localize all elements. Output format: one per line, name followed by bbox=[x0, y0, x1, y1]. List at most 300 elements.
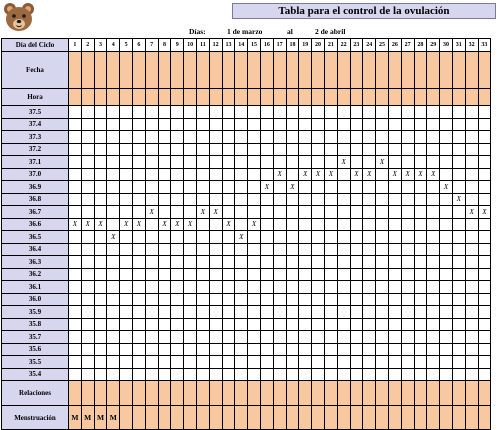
temperature-cell[interactable] bbox=[273, 181, 286, 194]
relaciones-cell[interactable] bbox=[350, 381, 363, 406]
temperature-cell[interactable] bbox=[324, 218, 337, 231]
temperature-cell[interactable] bbox=[145, 281, 158, 294]
temperature-cell[interactable] bbox=[184, 181, 197, 194]
temperature-cell[interactable] bbox=[69, 356, 82, 369]
temperature-cell[interactable] bbox=[196, 231, 209, 244]
temperature-cell[interactable] bbox=[440, 281, 453, 294]
temperature-cell[interactable] bbox=[222, 331, 235, 344]
temperature-cell[interactable] bbox=[184, 193, 197, 206]
temperature-cell[interactable] bbox=[222, 168, 235, 181]
temperature-cell[interactable] bbox=[235, 293, 248, 306]
temperature-cell[interactable] bbox=[107, 206, 120, 219]
menstruacion-cell[interactable] bbox=[145, 406, 158, 430]
temperature-cell[interactable] bbox=[286, 143, 299, 156]
temperature-cell[interactable] bbox=[465, 256, 478, 269]
temperature-cell[interactable] bbox=[132, 231, 145, 244]
temperature-cell[interactable] bbox=[363, 318, 376, 331]
relaciones-cell[interactable] bbox=[132, 381, 145, 406]
temperature-cell[interactable] bbox=[69, 293, 82, 306]
temperature-cell[interactable] bbox=[235, 181, 248, 194]
temperature-cell[interactable] bbox=[324, 331, 337, 344]
menstruacion-cell[interactable] bbox=[324, 406, 337, 430]
temperature-cell[interactable] bbox=[158, 156, 171, 169]
hora-cell[interactable] bbox=[235, 89, 248, 106]
temperature-cell[interactable] bbox=[171, 206, 184, 219]
temperature-cell[interactable] bbox=[145, 168, 158, 181]
temperature-cell[interactable] bbox=[363, 243, 376, 256]
temperature-cell[interactable] bbox=[286, 268, 299, 281]
temperature-cell[interactable] bbox=[273, 143, 286, 156]
temperature-cell[interactable] bbox=[427, 293, 440, 306]
temperature-cell[interactable] bbox=[145, 243, 158, 256]
temperature-cell[interactable] bbox=[273, 231, 286, 244]
temperature-cell[interactable] bbox=[376, 131, 389, 144]
temperature-cell[interactable] bbox=[273, 243, 286, 256]
temperature-cell[interactable] bbox=[427, 181, 440, 194]
relaciones-cell[interactable] bbox=[363, 381, 376, 406]
menstruacion-cell[interactable] bbox=[248, 406, 261, 430]
temperature-cell[interactable] bbox=[120, 256, 133, 269]
temperature-cell[interactable] bbox=[376, 256, 389, 269]
temperature-cell[interactable] bbox=[81, 318, 94, 331]
temperature-cell[interactable] bbox=[273, 118, 286, 131]
temperature-cell[interactable] bbox=[401, 368, 414, 381]
temperature-cell[interactable] bbox=[120, 193, 133, 206]
temperature-cell[interactable] bbox=[196, 168, 209, 181]
relaciones-cell[interactable] bbox=[69, 381, 82, 406]
hora-cell[interactable] bbox=[273, 89, 286, 106]
hora-cell[interactable] bbox=[81, 89, 94, 106]
temperature-cell[interactable] bbox=[132, 143, 145, 156]
temperature-cell[interactable] bbox=[145, 256, 158, 269]
temperature-cell[interactable] bbox=[171, 281, 184, 294]
temperature-cell[interactable] bbox=[401, 181, 414, 194]
temperature-cell[interactable] bbox=[209, 306, 222, 319]
temperature-cell[interactable] bbox=[440, 143, 453, 156]
temperature-cell[interactable] bbox=[312, 218, 325, 231]
temperature-cell[interactable] bbox=[171, 343, 184, 356]
temperature-cell[interactable] bbox=[235, 193, 248, 206]
relaciones-cell[interactable] bbox=[222, 381, 235, 406]
temperature-cell[interactable] bbox=[145, 231, 158, 244]
temperature-cell[interactable] bbox=[107, 131, 120, 144]
temperature-cell[interactable] bbox=[350, 331, 363, 344]
temperature-cell[interactable] bbox=[81, 106, 94, 119]
temperature-cell[interactable] bbox=[132, 331, 145, 344]
temperature-cell[interactable] bbox=[107, 331, 120, 344]
temperature-cell[interactable] bbox=[440, 256, 453, 269]
temperature-cell[interactable] bbox=[94, 343, 107, 356]
temperature-cell[interactable] bbox=[388, 356, 401, 369]
hora-cell[interactable] bbox=[94, 89, 107, 106]
temperature-cell[interactable] bbox=[94, 168, 107, 181]
relaciones-cell[interactable] bbox=[324, 381, 337, 406]
temperature-mark[interactable]: X bbox=[465, 206, 478, 219]
temperature-cell[interactable] bbox=[248, 118, 261, 131]
temperature-cell[interactable] bbox=[478, 168, 491, 181]
temperature-cell[interactable] bbox=[363, 231, 376, 244]
temperature-cell[interactable] bbox=[158, 281, 171, 294]
temperature-mark[interactable]: X bbox=[248, 218, 261, 231]
temperature-cell[interactable] bbox=[235, 256, 248, 269]
hora-cell[interactable] bbox=[299, 89, 312, 106]
hora-cell[interactable] bbox=[388, 89, 401, 106]
temperature-cell[interactable] bbox=[260, 156, 273, 169]
temperature-cell[interactable] bbox=[69, 256, 82, 269]
fecha-cell[interactable] bbox=[248, 52, 261, 89]
temperature-cell[interactable] bbox=[324, 356, 337, 369]
temperature-cell[interactable] bbox=[414, 193, 427, 206]
temperature-cell[interactable] bbox=[452, 106, 465, 119]
temperature-cell[interactable] bbox=[401, 118, 414, 131]
temperature-mark[interactable]: X bbox=[363, 168, 376, 181]
temperature-cell[interactable] bbox=[158, 118, 171, 131]
temperature-cell[interactable] bbox=[452, 293, 465, 306]
temperature-cell[interactable] bbox=[440, 156, 453, 169]
temperature-cell[interactable] bbox=[132, 243, 145, 256]
temperature-cell[interactable] bbox=[209, 293, 222, 306]
temperature-cell[interactable] bbox=[440, 193, 453, 206]
temperature-cell[interactable] bbox=[440, 231, 453, 244]
temperature-cell[interactable] bbox=[145, 218, 158, 231]
temperature-cell[interactable] bbox=[94, 243, 107, 256]
menstruacion-cell[interactable] bbox=[414, 406, 427, 430]
temperature-cell[interactable] bbox=[145, 368, 158, 381]
hora-cell[interactable] bbox=[478, 89, 491, 106]
temperature-cell[interactable] bbox=[107, 256, 120, 269]
temperature-cell[interactable] bbox=[440, 343, 453, 356]
temperature-cell[interactable] bbox=[363, 218, 376, 231]
temperature-cell[interactable] bbox=[478, 156, 491, 169]
temperature-cell[interactable] bbox=[158, 181, 171, 194]
temperature-cell[interactable] bbox=[222, 343, 235, 356]
temperature-cell[interactable] bbox=[248, 156, 261, 169]
temperature-cell[interactable] bbox=[222, 268, 235, 281]
fecha-cell[interactable] bbox=[363, 52, 376, 89]
temperature-cell[interactable] bbox=[440, 206, 453, 219]
temperature-cell[interactable] bbox=[145, 268, 158, 281]
temperature-cell[interactable] bbox=[107, 243, 120, 256]
temperature-cell[interactable] bbox=[222, 106, 235, 119]
temperature-cell[interactable] bbox=[440, 318, 453, 331]
temperature-cell[interactable] bbox=[337, 168, 350, 181]
temperature-cell[interactable] bbox=[414, 181, 427, 194]
temperature-cell[interactable] bbox=[158, 318, 171, 331]
temperature-cell[interactable] bbox=[465, 218, 478, 231]
temperature-cell[interactable] bbox=[107, 318, 120, 331]
temperature-cell[interactable] bbox=[465, 181, 478, 194]
temperature-cell[interactable] bbox=[363, 143, 376, 156]
temperature-cell[interactable] bbox=[427, 231, 440, 244]
temperature-cell[interactable] bbox=[388, 268, 401, 281]
temperature-cell[interactable] bbox=[324, 293, 337, 306]
temperature-cell[interactable] bbox=[350, 218, 363, 231]
temperature-cell[interactable] bbox=[235, 106, 248, 119]
temperature-cell[interactable] bbox=[401, 143, 414, 156]
temperature-cell[interactable] bbox=[260, 118, 273, 131]
temperature-cell[interactable] bbox=[184, 368, 197, 381]
temperature-mark[interactable]: X bbox=[158, 218, 171, 231]
temperature-cell[interactable] bbox=[427, 318, 440, 331]
temperature-cell[interactable] bbox=[363, 106, 376, 119]
menstruacion-cell[interactable] bbox=[440, 406, 453, 430]
temperature-cell[interactable] bbox=[69, 143, 82, 156]
temperature-cell[interactable] bbox=[465, 131, 478, 144]
temperature-cell[interactable] bbox=[286, 168, 299, 181]
temperature-cell[interactable] bbox=[286, 368, 299, 381]
temperature-cell[interactable] bbox=[81, 331, 94, 344]
temperature-cell[interactable] bbox=[184, 143, 197, 156]
temperature-cell[interactable] bbox=[478, 218, 491, 231]
temperature-cell[interactable] bbox=[184, 168, 197, 181]
fecha-cell[interactable] bbox=[107, 52, 120, 89]
fecha-cell[interactable] bbox=[350, 52, 363, 89]
temperature-cell[interactable] bbox=[120, 343, 133, 356]
temperature-cell[interactable] bbox=[273, 356, 286, 369]
temperature-cell[interactable] bbox=[69, 281, 82, 294]
temperature-cell[interactable] bbox=[209, 131, 222, 144]
temperature-cell[interactable] bbox=[145, 106, 158, 119]
temperature-cell[interactable] bbox=[363, 306, 376, 319]
temperature-cell[interactable] bbox=[260, 281, 273, 294]
temperature-cell[interactable] bbox=[171, 143, 184, 156]
temperature-cell[interactable] bbox=[440, 268, 453, 281]
temperature-cell[interactable] bbox=[452, 268, 465, 281]
temperature-cell[interactable] bbox=[299, 131, 312, 144]
temperature-cell[interactable] bbox=[452, 331, 465, 344]
temperature-cell[interactable] bbox=[376, 368, 389, 381]
temperature-cell[interactable] bbox=[312, 193, 325, 206]
temperature-cell[interactable] bbox=[120, 368, 133, 381]
temperature-cell[interactable] bbox=[145, 331, 158, 344]
temperature-cell[interactable] bbox=[324, 143, 337, 156]
temperature-cell[interactable] bbox=[171, 306, 184, 319]
temperature-cell[interactable] bbox=[427, 206, 440, 219]
temperature-cell[interactable] bbox=[286, 343, 299, 356]
temperature-cell[interactable] bbox=[414, 281, 427, 294]
fecha-cell[interactable] bbox=[260, 52, 273, 89]
temperature-cell[interactable] bbox=[107, 268, 120, 281]
hora-cell[interactable] bbox=[337, 89, 350, 106]
temperature-cell[interactable] bbox=[286, 193, 299, 206]
temperature-cell[interactable] bbox=[158, 206, 171, 219]
temperature-cell[interactable] bbox=[248, 331, 261, 344]
relaciones-cell[interactable] bbox=[158, 381, 171, 406]
temperature-cell[interactable] bbox=[350, 143, 363, 156]
temperature-cell[interactable] bbox=[132, 168, 145, 181]
temperature-cell[interactable] bbox=[401, 318, 414, 331]
temperature-cell[interactable] bbox=[363, 118, 376, 131]
menstruacion-cell[interactable] bbox=[184, 406, 197, 430]
temperature-cell[interactable] bbox=[158, 343, 171, 356]
temperature-cell[interactable] bbox=[235, 356, 248, 369]
menstruacion-cell[interactable] bbox=[337, 406, 350, 430]
temperature-cell[interactable] bbox=[414, 293, 427, 306]
temperature-cell[interactable] bbox=[299, 243, 312, 256]
temperature-cell[interactable] bbox=[324, 206, 337, 219]
temperature-cell[interactable] bbox=[363, 181, 376, 194]
temperature-cell[interactable] bbox=[324, 231, 337, 244]
temperature-cell[interactable] bbox=[132, 181, 145, 194]
temperature-cell[interactable] bbox=[427, 256, 440, 269]
temperature-cell[interactable] bbox=[376, 331, 389, 344]
temperature-cell[interactable] bbox=[184, 293, 197, 306]
temperature-cell[interactable] bbox=[350, 118, 363, 131]
temperature-cell[interactable] bbox=[120, 293, 133, 306]
relaciones-cell[interactable] bbox=[299, 381, 312, 406]
temperature-cell[interactable] bbox=[452, 156, 465, 169]
temperature-cell[interactable] bbox=[440, 306, 453, 319]
temperature-cell[interactable] bbox=[337, 118, 350, 131]
fecha-cell[interactable] bbox=[376, 52, 389, 89]
temperature-cell[interactable] bbox=[427, 106, 440, 119]
temperature-mark[interactable]: X bbox=[286, 181, 299, 194]
temperature-cell[interactable] bbox=[222, 318, 235, 331]
temperature-cell[interactable] bbox=[196, 268, 209, 281]
temperature-cell[interactable] bbox=[158, 131, 171, 144]
relaciones-cell[interactable] bbox=[107, 381, 120, 406]
temperature-cell[interactable] bbox=[478, 343, 491, 356]
hora-cell[interactable] bbox=[196, 89, 209, 106]
temperature-cell[interactable] bbox=[427, 193, 440, 206]
temperature-cell[interactable] bbox=[248, 106, 261, 119]
temperature-cell[interactable] bbox=[465, 118, 478, 131]
temperature-cell[interactable] bbox=[120, 306, 133, 319]
temperature-cell[interactable] bbox=[478, 243, 491, 256]
temperature-cell[interactable] bbox=[286, 293, 299, 306]
temperature-cell[interactable] bbox=[452, 218, 465, 231]
temperature-cell[interactable] bbox=[427, 143, 440, 156]
temperature-cell[interactable] bbox=[376, 231, 389, 244]
relaciones-cell[interactable] bbox=[81, 381, 94, 406]
temperature-cell[interactable] bbox=[196, 356, 209, 369]
temperature-mark[interactable]: X bbox=[120, 218, 133, 231]
temperature-cell[interactable] bbox=[273, 256, 286, 269]
hora-cell[interactable] bbox=[401, 89, 414, 106]
temperature-cell[interactable] bbox=[452, 131, 465, 144]
temperature-cell[interactable] bbox=[427, 331, 440, 344]
temperature-cell[interactable] bbox=[401, 343, 414, 356]
temperature-cell[interactable] bbox=[376, 218, 389, 231]
temperature-cell[interactable] bbox=[401, 218, 414, 231]
temperature-cell[interactable] bbox=[132, 106, 145, 119]
temperature-cell[interactable] bbox=[337, 256, 350, 269]
temperature-cell[interactable] bbox=[145, 293, 158, 306]
temperature-cell[interactable] bbox=[171, 193, 184, 206]
temperature-cell[interactable] bbox=[184, 243, 197, 256]
temperature-cell[interactable] bbox=[478, 356, 491, 369]
temperature-cell[interactable] bbox=[120, 206, 133, 219]
temperature-cell[interactable] bbox=[235, 281, 248, 294]
temperature-cell[interactable] bbox=[465, 343, 478, 356]
temperature-mark[interactable]: X bbox=[184, 218, 197, 231]
temperature-cell[interactable] bbox=[312, 143, 325, 156]
temperature-cell[interactable] bbox=[465, 106, 478, 119]
temperature-cell[interactable] bbox=[158, 231, 171, 244]
temperature-cell[interactable] bbox=[248, 143, 261, 156]
temperature-cell[interactable] bbox=[414, 331, 427, 344]
temperature-cell[interactable] bbox=[94, 118, 107, 131]
temperature-cell[interactable] bbox=[299, 218, 312, 231]
temperature-cell[interactable] bbox=[158, 331, 171, 344]
temperature-cell[interactable] bbox=[69, 331, 82, 344]
temperature-cell[interactable] bbox=[401, 156, 414, 169]
fecha-cell[interactable] bbox=[478, 52, 491, 89]
temperature-cell[interactable] bbox=[260, 218, 273, 231]
temperature-cell[interactable] bbox=[427, 218, 440, 231]
temperature-cell[interactable] bbox=[81, 343, 94, 356]
temperature-cell[interactable] bbox=[337, 318, 350, 331]
temperature-cell[interactable] bbox=[376, 143, 389, 156]
temperature-cell[interactable] bbox=[350, 268, 363, 281]
temperature-cell[interactable] bbox=[222, 306, 235, 319]
temperature-cell[interactable] bbox=[452, 306, 465, 319]
temperature-cell[interactable] bbox=[69, 193, 82, 206]
temperature-cell[interactable] bbox=[184, 156, 197, 169]
temperature-cell[interactable] bbox=[222, 243, 235, 256]
temperature-cell[interactable] bbox=[452, 281, 465, 294]
temperature-cell[interactable] bbox=[260, 268, 273, 281]
temperature-cell[interactable] bbox=[299, 256, 312, 269]
temperature-cell[interactable] bbox=[81, 156, 94, 169]
temperature-cell[interactable] bbox=[440, 131, 453, 144]
temperature-mark[interactable]: X bbox=[401, 168, 414, 181]
hora-cell[interactable] bbox=[350, 89, 363, 106]
menstruacion-cell[interactable]: M bbox=[69, 406, 82, 430]
temperature-cell[interactable] bbox=[376, 306, 389, 319]
temperature-cell[interactable] bbox=[452, 231, 465, 244]
temperature-cell[interactable] bbox=[94, 131, 107, 144]
temperature-cell[interactable] bbox=[196, 306, 209, 319]
temperature-cell[interactable] bbox=[209, 193, 222, 206]
temperature-cell[interactable] bbox=[478, 331, 491, 344]
temperature-mark[interactable]: X bbox=[222, 218, 235, 231]
menstruacion-cell[interactable] bbox=[363, 406, 376, 430]
temperature-cell[interactable] bbox=[260, 256, 273, 269]
temperature-cell[interactable] bbox=[94, 156, 107, 169]
temperature-cell[interactable] bbox=[222, 368, 235, 381]
temperature-cell[interactable] bbox=[440, 218, 453, 231]
temperature-cell[interactable] bbox=[94, 368, 107, 381]
temperature-cell[interactable] bbox=[388, 243, 401, 256]
relaciones-cell[interactable] bbox=[171, 381, 184, 406]
temperature-cell[interactable] bbox=[107, 281, 120, 294]
temperature-cell[interactable] bbox=[196, 156, 209, 169]
temperature-cell[interactable] bbox=[388, 318, 401, 331]
temperature-cell[interactable] bbox=[107, 306, 120, 319]
temperature-cell[interactable] bbox=[350, 318, 363, 331]
temperature-cell[interactable] bbox=[337, 268, 350, 281]
hora-cell[interactable] bbox=[222, 89, 235, 106]
temperature-cell[interactable] bbox=[81, 143, 94, 156]
temperature-cell[interactable] bbox=[273, 268, 286, 281]
temperature-cell[interactable] bbox=[81, 306, 94, 319]
temperature-cell[interactable] bbox=[132, 206, 145, 219]
temperature-cell[interactable] bbox=[427, 268, 440, 281]
temperature-cell[interactable] bbox=[273, 318, 286, 331]
temperature-cell[interactable] bbox=[286, 256, 299, 269]
menstruacion-cell[interactable] bbox=[312, 406, 325, 430]
temperature-mark[interactable]: X bbox=[440, 181, 453, 194]
temperature-mark[interactable]: X bbox=[312, 168, 325, 181]
temperature-cell[interactable] bbox=[388, 181, 401, 194]
temperature-cell[interactable] bbox=[209, 156, 222, 169]
temperature-cell[interactable] bbox=[184, 356, 197, 369]
temperature-cell[interactable] bbox=[350, 306, 363, 319]
temperature-cell[interactable] bbox=[120, 281, 133, 294]
temperature-cell[interactable] bbox=[145, 181, 158, 194]
temperature-cell[interactable] bbox=[376, 268, 389, 281]
